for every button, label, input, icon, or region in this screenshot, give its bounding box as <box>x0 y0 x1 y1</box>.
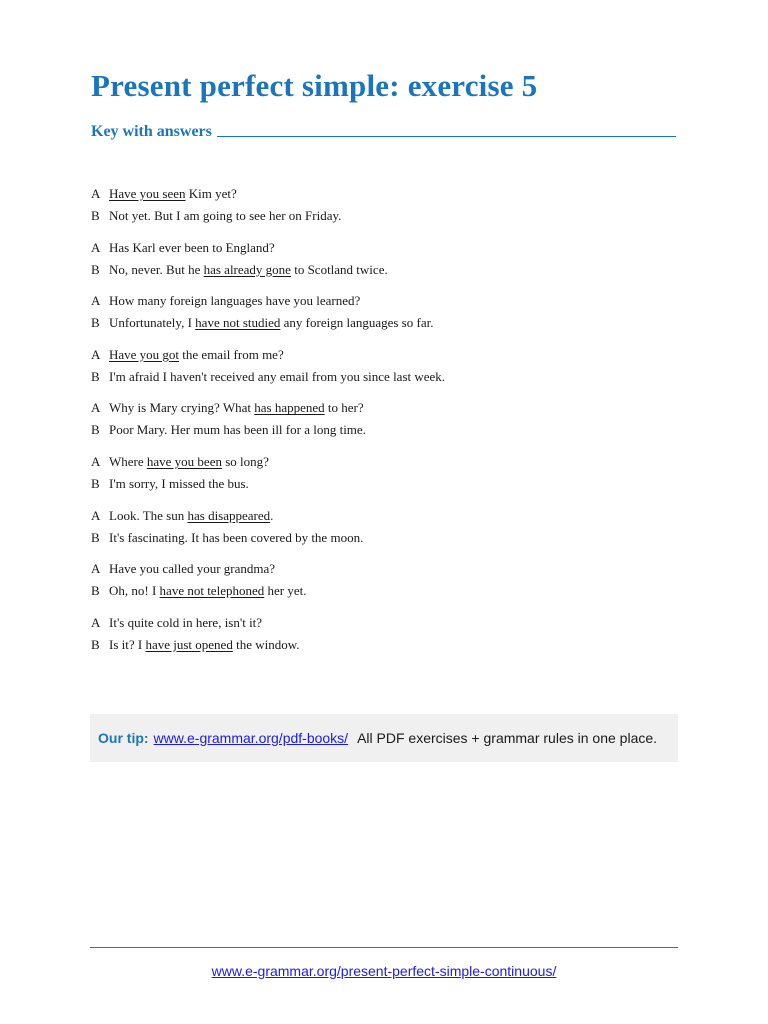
footer-link-text[interactable]: www.e-grammar.org/present-perfect-simple-continuous/ <box>211 963 557 979</box>
text-before: Oh, no! I <box>109 583 160 599</box>
speaker-label: A <box>91 507 101 523</box>
tip-label: Our tip: <box>98 730 149 746</box>
text-after: Kim yet? <box>185 186 237 201</box>
text-after: her yet. <box>264 583 307 599</box>
line-a <box>91 397 681 419</box>
text-before: Not yet. But I am going to see her on Friday. <box>109 208 342 223</box>
subtitle-rule <box>217 136 676 137</box>
line-b <box>91 205 681 227</box>
speaker-label: B <box>91 529 100 545</box>
line-a <box>91 558 681 580</box>
answer: have just opened <box>145 636 233 652</box>
line-b <box>91 366 681 388</box>
speaker-label: B <box>91 475 100 491</box>
page-title: Present perfect simple: exercise 5 <box>91 68 538 103</box>
exercise-item <box>91 505 681 559</box>
answer: have not studied <box>195 315 281 331</box>
text-after: so long? <box>221 453 269 469</box>
line-a <box>91 505 681 527</box>
speaker-label: A <box>91 400 101 416</box>
speaker-label: B <box>91 636 100 652</box>
line-b <box>91 419 681 441</box>
text-before: Poor Mary. Her mum has been ill for a long time. <box>109 422 366 438</box>
exercise-item <box>91 612 681 666</box>
text-before: It's quite cold in here, isn't it? <box>109 614 263 630</box>
text-after: the email from me? <box>179 346 284 362</box>
text-before: It's fascinating. It has been covered by the moon. <box>109 529 364 545</box>
text-before: Where <box>109 453 147 469</box>
exercise-item <box>91 290 681 344</box>
exercise-item <box>91 397 681 451</box>
footer-link[interactable] <box>90 963 678 979</box>
speaker-label: A <box>91 561 101 577</box>
speaker-label: A <box>91 293 101 309</box>
speaker-label: B <box>91 315 100 331</box>
text-before: No, never. But he <box>109 261 204 277</box>
speaker-label: A <box>91 186 101 201</box>
text-after: any foreign languages so far. <box>280 315 434 331</box>
speaker-label: A <box>91 453 101 469</box>
line-b <box>91 634 681 656</box>
line-b <box>91 473 681 495</box>
line-b <box>91 580 681 602</box>
text-before: Unfortunately, I <box>109 315 196 331</box>
speaker-label: A <box>91 239 101 255</box>
answer: has already gone <box>203 261 291 277</box>
answer: has disappeared <box>187 507 271 523</box>
speaker-label: B <box>91 208 100 223</box>
exercise-item <box>91 183 681 237</box>
text-before: Why is Mary crying? What <box>109 400 255 416</box>
line-a <box>91 237 681 259</box>
exercise-item <box>91 344 681 398</box>
answer: have you been <box>146 453 222 469</box>
answer: has happened <box>254 400 325 416</box>
speaker-label: B <box>91 422 100 438</box>
answer: have not telephoned <box>159 583 265 599</box>
answer: Have you seen <box>109 186 186 201</box>
subtitle: Key with answers <box>91 123 212 140</box>
line-b <box>91 259 681 281</box>
pdf-books-link[interactable]: www.e-grammar.org/pdf-books/ <box>153 730 349 746</box>
exercise-item <box>91 451 681 505</box>
line-a <box>91 612 681 634</box>
exercise-list <box>91 183 681 665</box>
exercise-item <box>91 558 681 612</box>
text-after: to her? <box>324 400 364 416</box>
text-after: the window. <box>232 636 300 652</box>
text-before: Look. The sun <box>109 507 188 523</box>
text-before: Has Karl ever been to England? <box>109 239 275 255</box>
text-after: to Scotland twice. <box>290 261 388 277</box>
text-before: I'm afraid I haven't received any email from you since last week. <box>109 368 446 384</box>
text-before: How many foreign languages have you learned? <box>109 293 361 309</box>
speaker-label: B <box>91 368 100 384</box>
line-b <box>91 312 681 334</box>
line-b <box>91 527 681 549</box>
tip-text: All PDF exercises + grammar rules in one place. <box>357 730 658 746</box>
speaker-label: A <box>91 614 101 630</box>
line-a <box>91 451 681 473</box>
exercise-item <box>91 237 681 291</box>
text-before: Have you called your grandma? <box>109 561 276 577</box>
speaker-label: A <box>91 346 101 362</box>
text-before: Is it? I <box>109 636 146 652</box>
text-after: . <box>270 507 274 523</box>
tip-box <box>90 714 678 762</box>
line-a <box>91 183 681 205</box>
footer-divider <box>90 947 678 948</box>
speaker-label: B <box>91 583 100 599</box>
line-a <box>91 344 681 366</box>
line-a <box>91 290 681 312</box>
answer: Have you got <box>109 346 180 362</box>
speaker-label: B <box>91 261 100 277</box>
subtitle-row <box>91 119 676 141</box>
text-before: I'm sorry, I missed the bus. <box>109 475 249 491</box>
